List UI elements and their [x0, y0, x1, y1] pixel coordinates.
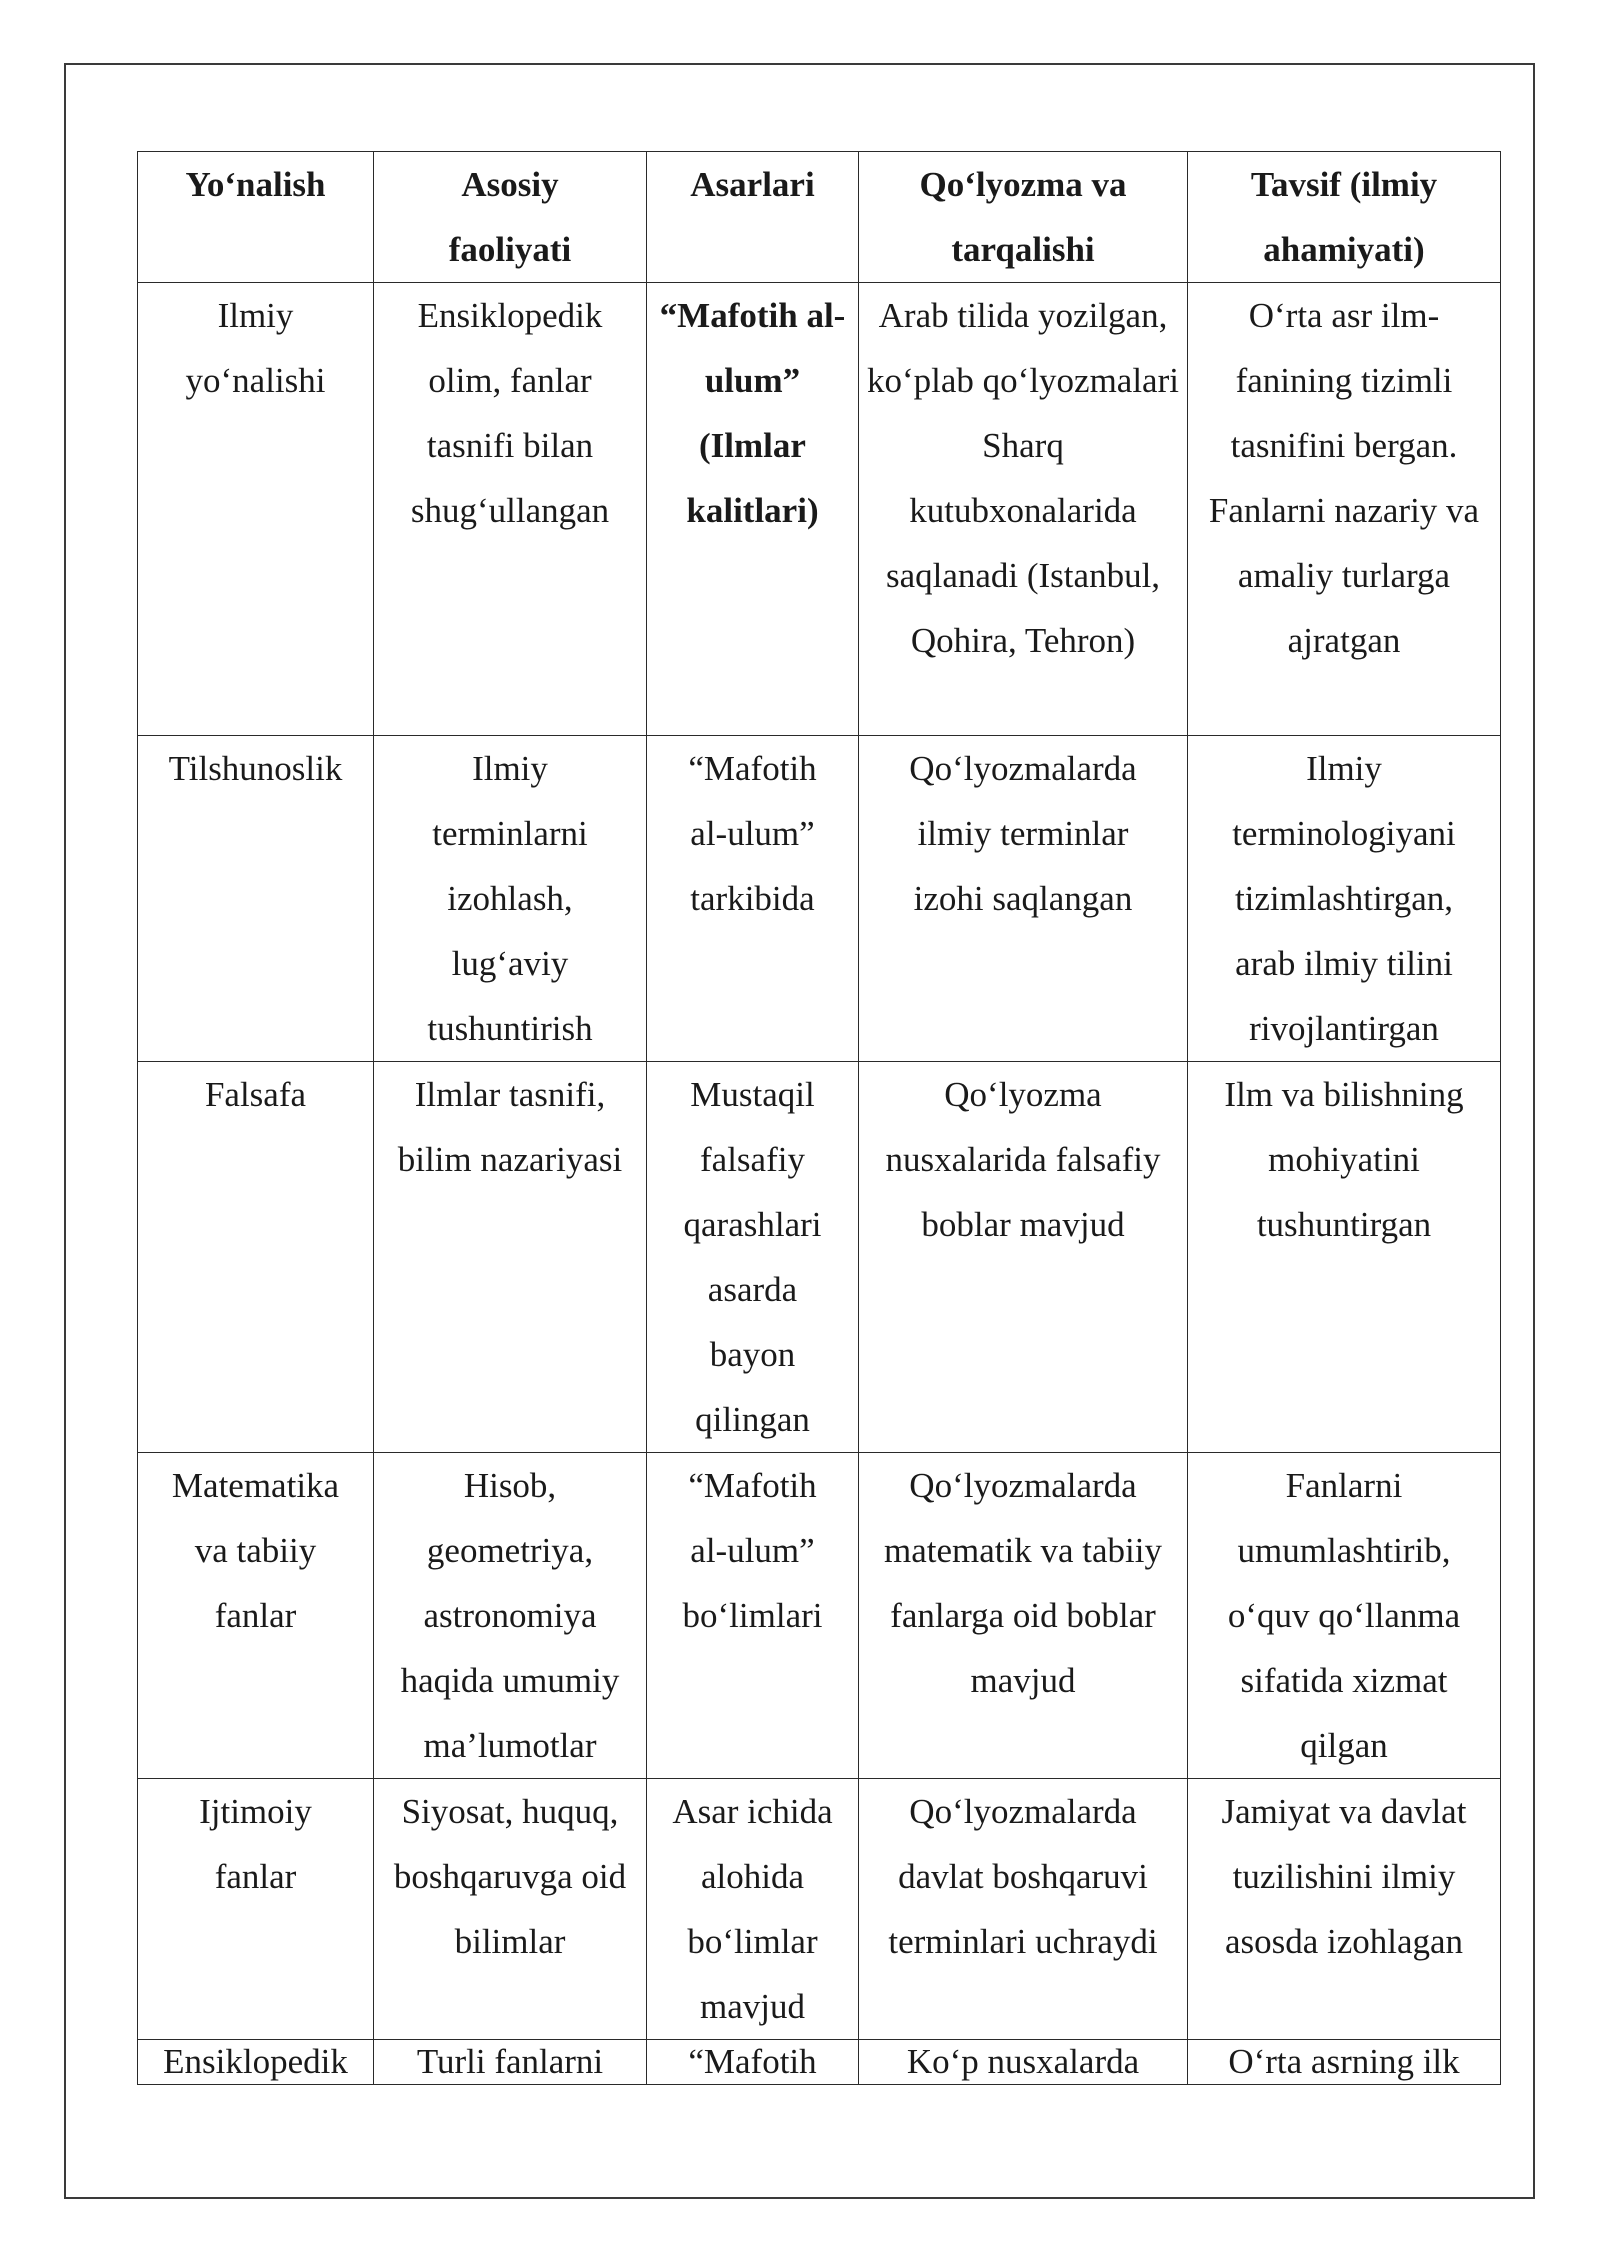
header-description: Tavsif (ilmiy ahamiyati)	[1188, 152, 1501, 283]
table-cell: Hisob, geometriya, astronomiya haqida umumiy ma’lumotlar	[374, 1453, 647, 1779]
table-cell: Ko‘p nusxalarda	[859, 2040, 1188, 2085]
header-main-activity: Asosiy faoliyati	[374, 152, 647, 283]
table-cell: Arab tilida yozilgan, ko‘plab qo‘lyozmalari Sharq kutubxonalarida saqlanadi (Istanbul, Qohira, Tehron)	[859, 283, 1188, 736]
table-cell: Ilmiy terminlarni izohlash, lug‘aviy tushuntirish	[374, 736, 647, 1062]
table-cell: Ilmiy yo‘nalishi	[138, 283, 374, 736]
table-cell: Falsafa	[138, 1062, 374, 1453]
table-cell: Fanlarni umumlashtirib, o‘quv qo‘llanma sifatida xizmat qilgan	[1188, 1453, 1501, 1779]
table-row	[138, 1062, 1501, 1453]
table-cell: Qo‘lyozmalarda matematik va tabiiy fanlarga oid boblar mavjud	[859, 1453, 1188, 1779]
table-cell: Asar ichida alohida bo‘limlar mavjud	[647, 1779, 859, 2040]
table-cell: Ilmlar tasnifi, bilim nazariyasi	[374, 1062, 647, 1453]
table-cell: O‘rta asr ilm-fanining tizimli tasnifini bergan. Fanlarni nazariy va amaliy turlarga ajratgan	[1188, 283, 1501, 736]
table-cell: Ensiklopedik	[138, 2040, 374, 2085]
table-cell: Qo‘lyozma nusxalarida falsafiy boblar mavjud	[859, 1062, 1188, 1453]
table-row	[138, 1779, 1501, 2040]
header-works: Asarlari	[647, 152, 859, 283]
table-header-row	[138, 152, 1501, 283]
table-cell: “Mafotih	[647, 2040, 859, 2085]
content-table	[137, 151, 1501, 2085]
table-cell: “Mafotih al-ulum” (Ilmlar kalitlari)	[647, 283, 859, 736]
table-cell: Ensiklopedik olim, fanlar tasnifi bilan shug‘ullangan	[374, 283, 647, 736]
table-cell: “Mafotih al-ulum” bo‘limlari	[647, 1453, 859, 1779]
table-cell: Qo‘lyozmalarda davlat boshqaruvi terminlari uchraydi	[859, 1779, 1188, 2040]
table-cell: Matematika va tabiiy fanlar	[138, 1453, 374, 1779]
table-cell: Ilm va bilishning mohiyatini tushuntirgan	[1188, 1062, 1501, 1453]
table-cell: Qo‘lyozmalarda ilmiy terminlar izohi saqlangan	[859, 736, 1188, 1062]
header-direction: Yo‘nalish	[138, 152, 374, 283]
table-row	[138, 1453, 1501, 1779]
table-cell: Siyosat, huquq, boshqaruvga oid bilimlar	[374, 1779, 647, 2040]
table-cell: Tilshunoslik	[138, 736, 374, 1062]
table-row	[138, 2040, 1501, 2085]
table-cell: “Mafotih al-ulum” tarkibida	[647, 736, 859, 1062]
table-row	[138, 283, 1501, 736]
table-cell: Turli fanlarni	[374, 2040, 647, 2085]
header-manuscript: Qo‘lyozma va tarqalishi	[859, 152, 1188, 283]
table-cell: O‘rta asrning ilk	[1188, 2040, 1501, 2085]
table-cell: Ilmiy terminologiyani tizimlashtirgan, arab ilmiy tilini rivojlantirgan	[1188, 736, 1501, 1062]
table-cell: Ijtimoiy fanlar	[138, 1779, 374, 2040]
table-row	[138, 736, 1501, 1062]
table-cell: Mustaqil falsafiy qarashlari asarda bayon qilingan	[647, 1062, 859, 1453]
table-cell: Jamiyat va davlat tuzilishini ilmiy asosda izohlagan	[1188, 1779, 1501, 2040]
